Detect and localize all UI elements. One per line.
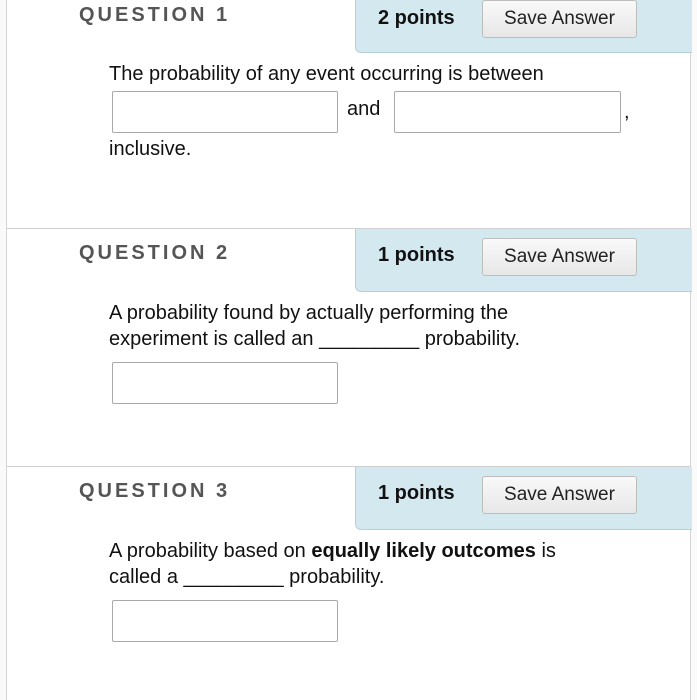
points-label: 1 points [378, 244, 455, 266]
save-answer-button[interactable]: Save Answer [482, 476, 637, 514]
points-panel [355, 229, 692, 292]
question-2 [7, 229, 690, 467]
question-text-line-2: experiment is called an _________ probability. [109, 328, 521, 350]
answer-input[interactable] [112, 362, 338, 404]
answer-input[interactable] [112, 600, 338, 642]
text-end: is [535, 540, 556, 562]
question-title: QUESTION 2 [79, 242, 231, 264]
question-text: The probability of any event occurring is between [109, 63, 544, 85]
question-3 [7, 467, 690, 700]
question-text-end: inclusive. [109, 138, 192, 160]
question-title: QUESTION 3 [79, 480, 231, 502]
trailing-comma: , [624, 101, 630, 123]
assessment-frame [6, 0, 691, 700]
emphasis-text: equally likely outcomes [311, 540, 536, 562]
question-title: QUESTION 1 [79, 4, 231, 26]
text-start: A probability based on [109, 540, 312, 562]
points-label: 2 points [378, 7, 455, 29]
save-answer-button[interactable]: Save Answer [482, 0, 637, 38]
between-word: and [347, 98, 381, 120]
points-panel [355, 467, 692, 530]
points-panel [355, 0, 692, 53]
question-text-line-1: A probability found by actually performing the [109, 302, 509, 324]
question-1 [7, 0, 690, 229]
question-text-line-1 [109, 538, 556, 564]
points-label: 1 points [378, 482, 455, 504]
answer-input-lower[interactable] [112, 91, 338, 133]
question-text-line-2: called a _________ probability. [109, 566, 385, 588]
save-answer-button[interactable]: Save Answer [482, 238, 637, 276]
answer-input-upper[interactable] [394, 91, 621, 133]
